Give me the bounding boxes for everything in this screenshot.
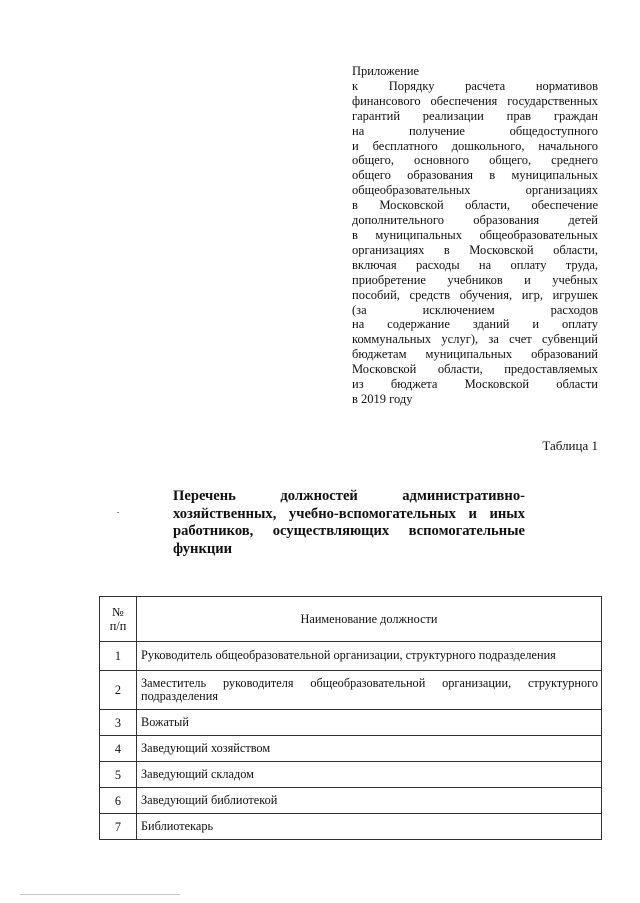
annex-line: бюджетам муниципальных образований <box>352 347 598 362</box>
annex-line: из бюджета Московской области <box>352 377 598 392</box>
heading-line: функции <box>173 540 233 557</box>
annex-line: в 2019 году <box>352 391 413 406</box>
table-row <box>100 642 602 671</box>
annex-line: (за исключением расходов <box>352 302 598 317</box>
header-number-symbol: № <box>112 605 124 619</box>
row-position-name: Заместитель руководителя общеобразовательной организации, структурного подразделения <box>137 671 602 710</box>
annex-text <box>352 64 598 407</box>
table-row <box>100 710 602 736</box>
heading-line: Перечень должностей административно- <box>173 488 525 504</box>
row-position-name: Вожатый <box>137 710 602 736</box>
annex-line: общего, основного общего, среднего <box>352 153 598 168</box>
annex-line: финансового обеспечения государственных <box>352 93 598 108</box>
annex-line: включая расходы на оплату труда, <box>352 257 598 272</box>
header-number-cell <box>100 597 137 642</box>
annex-line: коммунальных услуг), за счет субвенций <box>352 332 598 347</box>
row-position-name: Заведующий библиотекой <box>137 788 602 814</box>
row-number: 1 <box>100 642 137 671</box>
annex-line: дополнительного образования детей <box>352 213 598 228</box>
annex-line: к Порядку расчета нормативов <box>352 78 598 93</box>
row-number: 6 <box>100 788 137 814</box>
annex-line: Московской области, предоставляемых <box>352 362 598 377</box>
annex-line: общего образования в муниципальных <box>352 168 598 183</box>
scan-artifact-line <box>20 894 180 895</box>
annex-line: пособий, средств обучения, игр, игрушек <box>352 287 598 302</box>
row-number: 2 <box>100 671 137 710</box>
table-header-row <box>100 597 602 642</box>
row-number: 3 <box>100 710 137 736</box>
annex-line: Приложение <box>352 64 420 78</box>
row-number: 5 <box>100 762 137 788</box>
annex-line: гарантий реализации прав граждан <box>352 108 598 123</box>
positions-table <box>99 596 602 840</box>
annex-line: и бесплатного дошкольного, начального <box>352 138 598 153</box>
heading-line: работников, осуществляющих вспомогательные <box>173 523 525 539</box>
annex-line: на содержание зданий и оплату <box>352 317 598 332</box>
annex-line: общеобразовательных организациях <box>352 183 598 198</box>
annex-line: в муниципальных общеобразовательных <box>352 227 598 242</box>
document-heading <box>173 488 525 558</box>
annex-line: в Московской области, обеспечение <box>352 198 598 213</box>
table-row <box>100 736 602 762</box>
heading-line: хозяйственных, учебно-вспомогательных и иных <box>173 505 525 522</box>
scan-speck <box>117 512 119 513</box>
table-number-label: Таблица 1 <box>542 438 598 453</box>
table-row <box>100 671 602 710</box>
table-row <box>100 788 602 814</box>
row-position-name: Заведующий складом <box>137 762 602 788</box>
header-number-abbrev: п/п <box>109 619 127 633</box>
table-row <box>100 762 602 788</box>
annex-line: приобретение учебников и учебных <box>352 272 598 287</box>
row-position-name: Библиотекарь <box>137 814 602 840</box>
annex-line: организациях в Московской области, <box>352 242 598 257</box>
table-row <box>100 814 602 840</box>
header-name-cell: Наименование должности <box>137 597 602 642</box>
row-position-name: Руководитель общеобразовательной организации, структурного подразделения <box>137 642 602 671</box>
annex-line: на получение общедоступного <box>352 123 598 138</box>
row-position-name: Заведующий хозяйством <box>137 736 602 762</box>
row-number: 4 <box>100 736 137 762</box>
row-number: 7 <box>100 814 137 840</box>
